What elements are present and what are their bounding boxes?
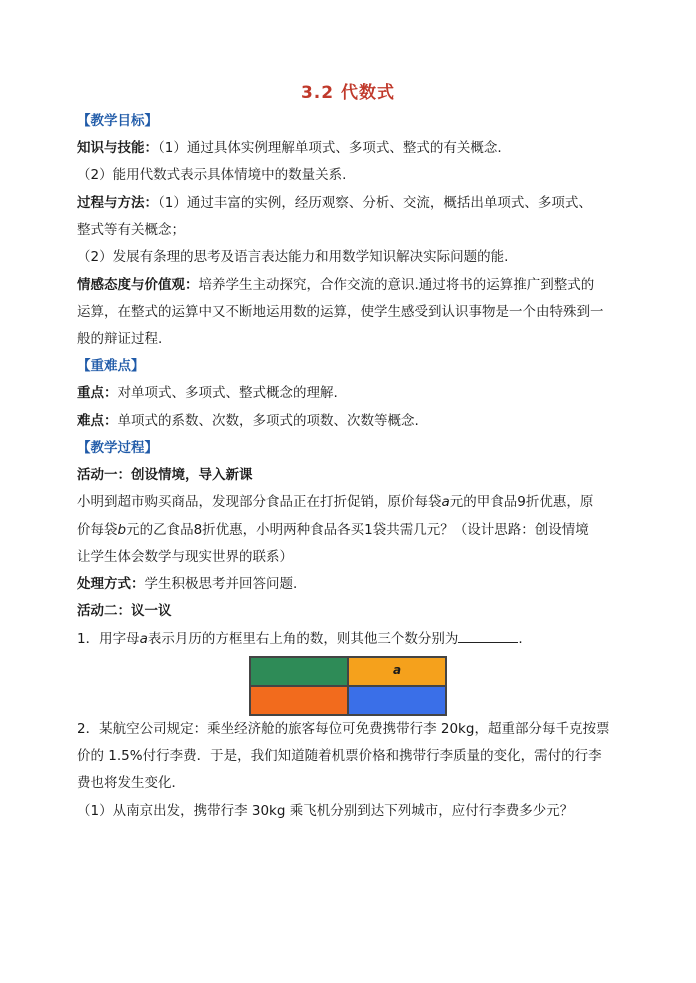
- activity1-para-3: 让学生体会数学与现实世界的联系）: [77, 549, 293, 565]
- grid-cell-top-right: [348, 657, 446, 686]
- emotion-text-c: 般的辩证过程.: [77, 331, 163, 347]
- knowledge-line: [77, 139, 627, 157]
- knowledge-text-1: （1）通过具体实例理解单项式、多项式、整式的有关概念.: [158, 140, 502, 156]
- important-text: 对单项式、多项式、整式概念的理解.: [117, 385, 338, 401]
- method-label: 处理方式：: [77, 576, 145, 592]
- variable-b: b: [117, 522, 127, 538]
- activity1-text: 价每袋: [77, 522, 118, 538]
- variable-a: a: [139, 631, 148, 647]
- answer-blank: [458, 630, 518, 643]
- important-line: [77, 384, 627, 402]
- emotion-line: [77, 276, 627, 294]
- knowledge-text-2: （2）能用代数式表示具体情境中的数量关系.: [77, 167, 347, 183]
- question-2-a: 2．某航空公司规定：乘坐经济舱的旅客每位可免费携带行李 20kg，超重部分每千克按票: [77, 721, 610, 737]
- section-key-points: 【重难点】: [77, 358, 145, 374]
- section-process: 【教学过程】: [77, 440, 158, 456]
- page-title: 3.2 代数式: [300, 83, 396, 103]
- process-text-2: （2）发展有条理的思考及语言表达能力和用数学知识解决实际问题的能.: [77, 249, 509, 265]
- activity1-text: 元的乙食品8折优惠，小明两种食品各买1袋共需几元？（设计思路：创设情境: [126, 522, 589, 538]
- question-1-text: 1．用字母: [77, 631, 140, 647]
- activity1-para-1: [77, 493, 627, 511]
- section-objectives: 【教学目标】: [77, 113, 158, 129]
- question-2-c: 费也将发生变化．: [77, 775, 185, 791]
- difficult-text: 单项式的系数、次数，多项式的项数、次数等概念.: [117, 413, 419, 429]
- grid-cell-bottom-left: [250, 686, 348, 715]
- difficult-line: [77, 412, 627, 430]
- variable-a: a: [441, 494, 450, 510]
- emotion-text-a: 培养学生主动探究，合作交流的意识.通过将书的运算推广到整式的: [198, 277, 595, 293]
- difficult-label: 难点：: [77, 413, 118, 429]
- activity2-heading: 活动二：议一议: [77, 603, 172, 619]
- question-2-b: 价的 1.5%付行李费．于是，我们知道随着机票价格和携带行李质量的变化，需付的行李: [77, 748, 602, 764]
- question-2-sub-1: （1）从南京出发，携带行李 30kg 乘飞机分别到达下列城市，应付行李费多少元？: [77, 803, 574, 819]
- method-text: 学生积极思考并回答问题.: [144, 576, 298, 592]
- method-line: [77, 575, 627, 593]
- emotion-label: 情感态度与价值观：: [77, 277, 199, 293]
- grid-label-a: a: [392, 663, 402, 677]
- process-label: 过程与方法：: [77, 195, 158, 211]
- activity1-para-2: [77, 521, 627, 539]
- process-line: [77, 194, 627, 212]
- important-label: 重点：: [77, 385, 118, 401]
- activity1-text: 小明到超市购买商品，发现部分食品正在打折促销，原价每袋: [77, 494, 442, 510]
- activity1-text: 元的甲食品9折优惠，原: [449, 494, 594, 510]
- activity1-heading: 活动一：创设情境，导入新课: [77, 467, 253, 483]
- grid-cell-top-left: [250, 657, 348, 686]
- calendar-grid-figure: [249, 656, 447, 716]
- knowledge-label: 知识与技能：: [77, 140, 158, 156]
- emotion-text-b: 运算，在整式的运算中又不断地运用数的运算，使学生感受到认识事物是一个由特殊到一: [77, 304, 604, 320]
- process-text-1a: （1）通过丰富的实例，经历观察、分析、交流，概括出单项式、多项式、: [158, 195, 592, 211]
- question-1-end: .: [518, 631, 523, 647]
- question-1: [77, 630, 627, 648]
- grid-cell-bottom-right: [348, 686, 446, 715]
- process-text-1b: 整式等有关概念；: [77, 222, 185, 238]
- question-1-text: 表示月历的方框里右上角的数，则其他三个数分别为: [147, 631, 459, 647]
